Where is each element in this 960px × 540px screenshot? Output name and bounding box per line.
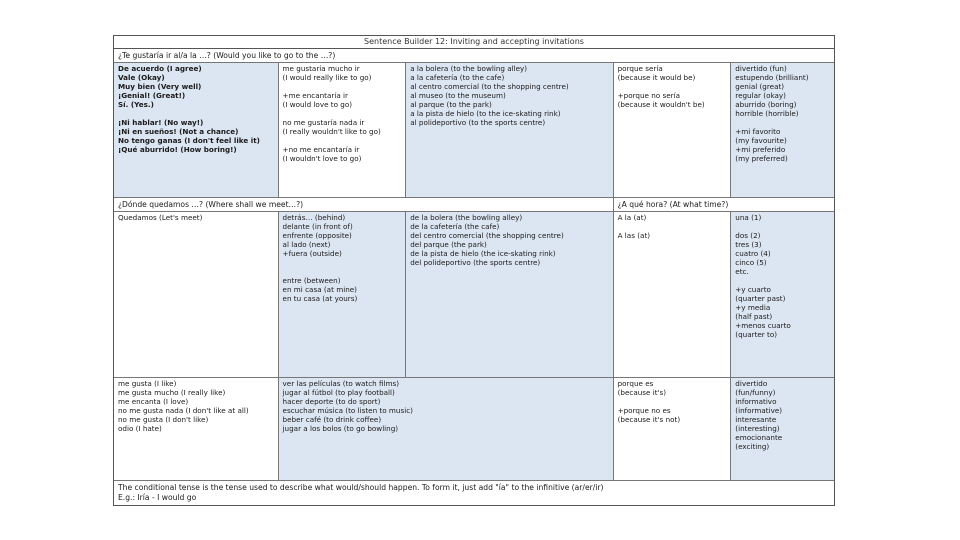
list-item: ver las películas (to watch films) <box>282 379 400 388</box>
q3-col-because <box>614 378 732 480</box>
footer-row <box>114 481 834 505</box>
list-item: no me gusta (I don't like) <box>118 415 209 424</box>
list-item: jugar al fútbol (to play football) <box>282 388 395 397</box>
list-item: Quedamos (Let's meet) <box>118 213 203 222</box>
list-item: ¡Ni en sueños! (Not a chance) <box>118 127 239 136</box>
list-item: estupendo (brilliant) <box>735 73 809 82</box>
list-item: me encanta (I love) <box>118 397 189 406</box>
list-item: al lado (next) <box>282 240 331 249</box>
list-item: hacer deporte (to do sport) <box>282 397 381 406</box>
list-item: +y media <box>735 303 771 312</box>
list-item: +porque no sería <box>617 91 681 100</box>
list-item: (informative) <box>735 406 783 415</box>
spacer <box>283 258 402 267</box>
spacer <box>283 267 402 276</box>
list-item: regular (okay) <box>735 91 786 100</box>
footer-line-2: E.g.: Iría - I would go <box>118 493 197 502</box>
list-item: beber café (to drink coffee) <box>282 415 382 424</box>
spacer <box>618 222 727 231</box>
list-item: porque es <box>617 379 654 388</box>
spacer <box>618 82 727 91</box>
list-item: a la cafetería (to the cafe) <box>410 73 505 82</box>
sentence-builder-table <box>113 35 835 506</box>
list-item: De acuerdo (I agree) <box>118 64 202 73</box>
list-item: ¡Ni hablar! (No way!) <box>118 118 204 127</box>
q1-col-adjectives <box>731 63 834 197</box>
list-item: del centro comercial (the shopping centre) <box>410 231 564 240</box>
list-item: (half past) <box>735 312 773 321</box>
list-item: A las (at) <box>617 231 651 240</box>
list-item: odio (I hate) <box>118 424 162 433</box>
list-item: (quarter past) <box>735 294 786 303</box>
list-item: +porque no es <box>617 406 671 415</box>
spacer <box>735 276 830 285</box>
list-item: al museo (to the museum) <box>410 91 506 100</box>
footer-line-1: The conditional tense is the tense used to describe what would/should happen. To form it, just add "ía" to the infinitive (ar/er/ir) <box>118 483 604 492</box>
list-item: no me gustaría nada ir <box>282 118 365 127</box>
q1-section <box>114 63 834 198</box>
list-item: al polideportivo (to the sports centre) <box>410 118 546 127</box>
q1-col-responses <box>114 63 279 197</box>
list-item: (I would really like to go) <box>282 73 372 82</box>
list-item: Sí. (Yes.) <box>118 100 154 109</box>
list-item: Vale (Okay) <box>118 73 165 82</box>
list-item: (because it's not) <box>617 415 681 424</box>
q3-section <box>114 378 834 481</box>
list-item: me gusta mucho (I really like) <box>118 388 226 397</box>
q1-col-because <box>614 63 732 197</box>
list-item: (I really wouldn't like to go) <box>282 127 381 136</box>
list-item: +me encantaría ir <box>282 91 348 100</box>
list-item: ¡Genial! (Great!) <box>118 91 186 100</box>
q2-header-row <box>114 198 834 212</box>
list-item: (my preferred) <box>735 154 788 163</box>
q1-col-places <box>406 63 613 197</box>
list-item: de la cafetería (the cafe) <box>410 222 500 231</box>
list-item: informativo <box>735 397 777 406</box>
q3-col-adjectives <box>731 378 834 480</box>
list-item: divertido <box>735 379 768 388</box>
list-item: divertido (fun) <box>735 64 787 73</box>
list-item: +mi favorito <box>735 127 781 136</box>
list-item: cuatro (4) <box>735 249 771 258</box>
list-item: +mi preferido <box>735 145 786 154</box>
list-item: (I wouldn't love to go) <box>282 154 362 163</box>
list-item: a la bolera (to the bowling alley) <box>410 64 528 73</box>
list-item: en mi casa (at mine) <box>282 285 357 294</box>
list-item: (exciting) <box>735 442 770 451</box>
list-item: etc. <box>735 267 749 276</box>
q2-col-times <box>731 212 834 377</box>
list-item: aburrido (boring) <box>735 100 797 109</box>
list-item: una (1) <box>735 213 762 222</box>
q3-col-activities <box>279 378 614 480</box>
q1-question: ¿Te gustaría ir al/a la …? (Would you like to go to the …?) <box>114 49 834 62</box>
list-item: entre (between) <box>282 276 341 285</box>
list-item: en tu casa (at yours) <box>282 294 358 303</box>
q2-section <box>114 212 834 378</box>
list-item: No tengo ganas (I don't feel like it) <box>118 136 260 145</box>
table-title: Sentence Builder 12: Inviting and accepting invitations <box>114 36 834 49</box>
list-item: escuchar música (to listen to music) <box>282 406 413 415</box>
list-item: +y cuarto <box>735 285 771 294</box>
footer-note <box>114 481 834 505</box>
q2-col-places <box>406 212 613 377</box>
list-item: del polideportivo (the sports centre) <box>410 258 541 267</box>
list-item: al centro comercial (to the shopping centre) <box>410 82 569 91</box>
list-item: A la (at) <box>617 213 647 222</box>
list-item: (I would love to go) <box>282 100 353 109</box>
spacer <box>618 397 727 406</box>
q1-header-row <box>114 49 834 63</box>
list-item: delante (in front of) <box>282 222 353 231</box>
q2-col-at <box>614 212 732 377</box>
list-item: porque sería <box>617 64 663 73</box>
list-item: me gusta (I like) <box>118 379 177 388</box>
list-item: (because it would be) <box>617 73 696 82</box>
list-item: (quarter to) <box>735 330 778 339</box>
spacer <box>283 136 402 145</box>
list-item: cinco (5) <box>735 258 767 267</box>
spacer <box>283 109 402 118</box>
list-item: jugar a los bolos (to go bowling) <box>282 424 399 433</box>
list-item: +menos cuarto <box>735 321 791 330</box>
list-item: no me gusta nada (I don't like at all) <box>118 406 249 415</box>
list-item: ¡Qué aburrido! (How boring!) <box>118 145 237 154</box>
spacer <box>118 109 274 118</box>
q2-col-prepositions <box>279 212 407 377</box>
list-item: (because it wouldn't be) <box>617 100 705 109</box>
list-item: emocionante <box>735 433 783 442</box>
list-item: +no me encantaría ir <box>282 145 360 154</box>
list-item: interesante <box>735 415 777 424</box>
list-item: enfrente (opposite) <box>282 231 352 240</box>
q2-col-lets-meet <box>114 212 279 377</box>
list-item: de la pista de hielo (the ice-skating rink) <box>410 249 556 258</box>
list-item: (fun/funny) <box>735 388 776 397</box>
list-item: a la pista de hielo (to the ice-skating rink) <box>410 109 561 118</box>
list-item: (interesting) <box>735 424 780 433</box>
q1-col-verbs <box>279 63 407 197</box>
spacer <box>283 82 402 91</box>
list-item: Muy bien (Very well) <box>118 82 202 91</box>
list-item: me gustaría mucho ir <box>282 64 360 73</box>
spacer <box>735 222 830 231</box>
list-item: (because it's) <box>617 388 667 397</box>
list-item: al parque (to the park) <box>410 100 492 109</box>
list-item: tres (3) <box>735 240 762 249</box>
list-item: genial (great) <box>735 82 785 91</box>
list-item: del parque (the park) <box>410 240 487 249</box>
list-item: detrás… (behind) <box>282 213 346 222</box>
q2-question: ¿Dónde quedamos …? (Where shall we meet…?) <box>114 198 614 211</box>
list-item: horrible (horrible) <box>735 109 799 118</box>
spacer <box>735 118 830 127</box>
list-item: +fuera (outside) <box>282 249 342 258</box>
q2-time-question: ¿A qué hora? (At what time?) <box>614 198 834 211</box>
list-item: de la bolera (the bowling alley) <box>410 213 523 222</box>
list-item: dos (2) <box>735 231 761 240</box>
q3-col-opinions <box>114 378 279 480</box>
list-item: (my favourite) <box>735 136 787 145</box>
